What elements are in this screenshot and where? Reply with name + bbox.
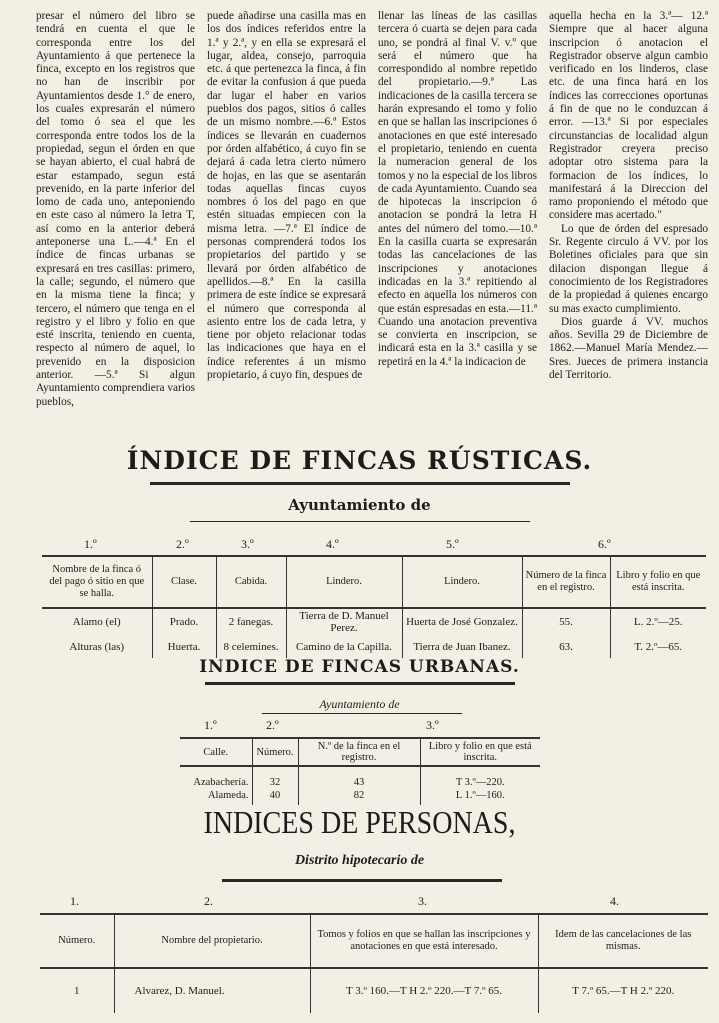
table-header-row — [42, 556, 706, 608]
header-cell: Nombre del propietario. — [114, 914, 310, 968]
header-cell: Libro y folio en que está inscrita. — [420, 738, 540, 766]
header-cell: Número. — [40, 914, 114, 968]
header-cell: Nombre de la finca ó del pago ó sitio en que se halla. — [42, 556, 152, 608]
table-cell: T. 2.º—65. — [610, 635, 706, 658]
table-cell: 32 — [252, 766, 298, 789]
header-cell: Lindero. — [402, 556, 522, 608]
table-cell: 40 — [252, 789, 298, 805]
table-cell: T 3.º—220. — [420, 766, 540, 789]
header-cell: Clase. — [152, 556, 216, 608]
table-cell: Alvarez, D. Manuel. — [114, 968, 310, 1013]
personas-column-numbers — [40, 894, 708, 910]
column-number: 1.º — [204, 718, 217, 732]
table-cell: 82 — [298, 789, 420, 805]
column-paragraph: Lo que de órden del espresado Sr. Regente circulo á VV. por los Boletines oficiales para que sin dilacion dispongan llegue á conocimiento de los Registradores de la propiedad á quienes encargo su mas exacto cumplimiento. — [549, 222, 708, 315]
header-cell: Cabida. — [216, 556, 286, 608]
table-cell: T 7.º 65.—T H 2.º 220. — [538, 968, 708, 1013]
personas-distrito: Distrito hipotecario de — [294, 853, 425, 868]
heading-rule — [262, 713, 462, 714]
column-paragraph: puede añadirse una casilla mas en los dos índices referidos entre la 1.ª y 2.ª, y en ella se expresará el lugar, aldea, consejo, parroquia etc. á que pertenezca la finca, á fin de evitar la confusion á que pueda dar lugar el haber en varios pueblos dos pagos, sitios ó calles de un mismo nombre.—6.ª Estos índices se llevarán en cuadernos por órden alfabético, á cuyo fin se dejará á cada letra cierto número de hojas, en las que se asentarán todas aquellas fincas cuyos nombres ó los del pago en que estén situadas empiecen con la misma letra. —7.ª El índice de personas comprenderá todos los propietarios del partido y se llevará por órden alfabético de apellidos.—8.ª En la casilla primera de este índice se expresará el número que corresponda al asiento entre los de cada letra, y tiene por objeto relacionar todas las indicaciones que haya en el índice referentes á un mismo propietario, á cuyo fin, despues de — [207, 10, 366, 382]
personas-title: INDICES DE PERSONAS, — [203, 805, 516, 842]
column-number: 3.º — [241, 537, 254, 551]
rusticas-ayuntamiento: Ayuntamiento de — [288, 496, 431, 514]
table-cell: 1 — [74, 985, 80, 997]
header-cell: Número. — [252, 738, 298, 766]
text-columns — [36, 10, 708, 440]
table-cell: 2 fanegas. — [216, 608, 286, 635]
table-row — [40, 968, 708, 1013]
column-number: 4.º — [326, 537, 339, 551]
table-cell: Alameda. — [207, 790, 249, 801]
urbanas-title: INDICE DE FINCAS URBANAS. — [199, 657, 520, 677]
table-cell: Alamo (el) — [72, 616, 121, 628]
column-paragraph: aquella hecha en la 3.ª— 12.ª Siempre que al hacer alguna inscripcion ó anotacion el Registrador observe algun cambio verificado en los linderos, clase etc. de una finca hará en los índices las correcciones oportunas á fin de que no le conduzcan á error. —13.ª Si por especiales circunstancias de localidad algun Registrador creyera preciso adoptar otro sistema para la formacion de los índices, lo manifestará á la Direccion del ramo proponiendo el método que considere mas acertado." — [549, 10, 708, 222]
table-row — [180, 789, 540, 805]
table-header-row — [180, 738, 540, 766]
table-header-row — [40, 914, 708, 968]
urbanas-column-numbers — [180, 718, 540, 734]
column-number: 1. — [70, 894, 79, 908]
header-cell: Calle. — [180, 738, 252, 766]
column-paragraph: presar el número del libro se tendrá en cuenta el que le corresponda entre los del Ayuntamiento á que pertenece la finca, excepto en los registros que no han de inscribir por Ayuntamientos desde 1.° de enero, los cuales expresarán el número del tomo ó sea el que les corresponda entre todos los de la propiedad, segun el órden en que se hayan abierto, el cual habrá de estar estampado, segun está prevenido, en la parte inferior del lomo de cada uno, anteponiendo en este caso al número la letra T, así como en la anterior deberá anteponerse una L.—4.ª En el índice de fincas urbanas se expresará en tres casillas: primero, la calle; segundo, el número que en la misma tiene la finca; y tercero, el número que tenga en el registro y el libro y folio en que esté inscrita, teniendo en cuenta, respecto al número de aquel, lo prevenido en la disposicion anterior. —5.ª Si algun Ayuntamiento comprendiera varios pueblos, — [36, 10, 195, 408]
text-column-3 — [378, 10, 537, 440]
header-cell: Idem de las cancelaciones de las mismas. — [538, 914, 708, 968]
table-cell: T 3.º 160.—T H 2.º 220.—T 7.º 65. — [310, 968, 538, 1013]
rusticas-title: ÍNDICE DE FINCAS RÚSTICAS. — [126, 446, 593, 475]
table-cell: Camino de la Capilla. — [286, 635, 402, 658]
column-paragraph: Dios guarde á VV. muchos años. Sevilla 29 de Diciembre de 1862.—Manuel María Mendez.—Sres. Jueces de primera instancia del Territorio. — [549, 315, 708, 382]
table-row — [42, 635, 706, 658]
text-column-4 — [549, 10, 708, 440]
header-cell: Tomos y folios en que se hallan las inscripciones y anotaciones en que está interesado. — [310, 914, 538, 968]
column-number: 2.º — [176, 537, 189, 551]
rusticas-column-numbers — [36, 537, 708, 553]
column-paragraph: llenar las líneas de las casillas tercera ó cuarta se dejen para cada uno, se pondrá al final V. v.º que será el número que ha correspondido al nombre repetido del propietario.—9.ª Las indicaciones de la casilla tercera se harán expresando el tomo y folio en que se hallan las inscripciones ó anotaciones en que esté interesado el propietario, teniendo en cuenta la numeracion general de los tomos y no la especial de los libros de cada Ayuntamiento. Cuando sea de hipotecas la inscripcion ó anotacion se pondrá la letra H antes del número del tomo.—10.ª En la casilla cuarta se expresarán todas las cancelaciones de las inscripciones y anotaciones indicadas en la 3.ª repitiendo al efecto en aquella los números con que están espresadas en esta.—11.ª Cuando una anotacion preventiva se convierta en inscripcion, se indicará esta en la 3.ª casilla y se repetirá en la 4.ª la indicacion de — [378, 10, 537, 368]
table-cell: L 1.º—160. — [420, 789, 540, 805]
header-cell: N.º de la finca en el registro. — [298, 738, 420, 766]
header-cell: Número de la finca en el registro. — [522, 556, 610, 608]
column-number: 3.º — [426, 718, 439, 732]
text-column-2 — [207, 10, 366, 440]
table-cell: 63. — [522, 635, 610, 658]
header-cell: Lindero. — [286, 556, 402, 608]
text-column-1 — [36, 10, 195, 440]
table-cell: Prado. — [152, 608, 216, 635]
table-cell: Huerta. — [152, 635, 216, 658]
title-rule — [205, 682, 515, 685]
heading-rule — [190, 521, 530, 522]
table-cell: Azabachería. — [193, 777, 249, 788]
column-number: 5.º — [446, 537, 459, 551]
urbanas-table — [180, 737, 540, 805]
table-cell: Alturas (las) — [69, 640, 125, 653]
column-number: 2.º — [266, 718, 279, 732]
column-number: 3. — [418, 894, 427, 908]
table-cell: Tierra de D. Manuel Perez. — [286, 608, 402, 635]
column-number: 2. — [204, 894, 213, 908]
urbanas-ayuntamiento: Ayuntamiento de — [319, 697, 400, 711]
heading-rule — [222, 879, 502, 882]
table-row — [42, 608, 706, 635]
table-cell: Tierra de Juan Ibanez. — [402, 635, 522, 658]
table-cell: 55. — [522, 608, 610, 635]
column-number: 4. — [610, 894, 619, 908]
column-number: 6.º — [598, 537, 611, 551]
table-cell: Huerta de José Gonzalez. — [402, 608, 522, 635]
table-row — [180, 766, 540, 789]
title-rule — [150, 482, 570, 485]
header-cell: Libro y folio en que está inscrita. — [610, 556, 706, 608]
table-cell: 43 — [298, 766, 420, 789]
rusticas-table — [42, 555, 706, 658]
personas-table — [40, 913, 708, 1013]
table-cell: L. 2.º—25. — [610, 608, 706, 635]
column-number: 1.º — [84, 537, 97, 551]
table-cell: 8 celemines. — [216, 635, 286, 658]
